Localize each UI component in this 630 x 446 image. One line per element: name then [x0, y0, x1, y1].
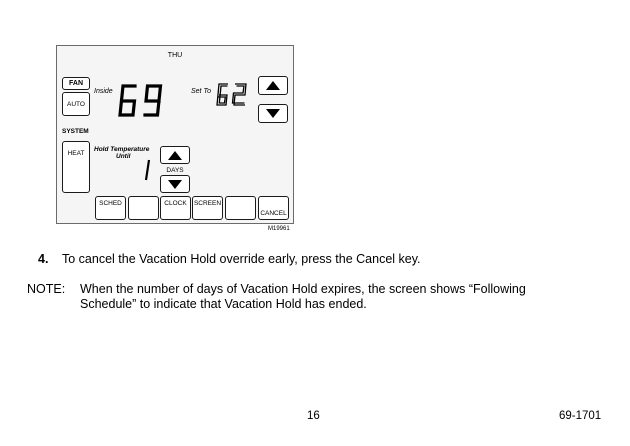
hold-temperature-label: Hold Temperature: [94, 146, 150, 153]
up-arrow-icon: [266, 81, 280, 90]
inside-label: Inside: [94, 88, 113, 95]
hold-until-label: Until: [116, 153, 131, 160]
note-label: NOTE:: [27, 282, 66, 296]
hold-days-digit: [143, 159, 151, 181]
page-number: 16: [307, 410, 320, 422]
step-text: To cancel the Vacation Hold override early, press the Cancel key.: [62, 252, 421, 266]
down-arrow-icon: [168, 180, 182, 189]
step-number: 4.: [38, 252, 49, 266]
figure-reference: M19961: [268, 226, 290, 232]
sched-button[interactable]: SCHED: [95, 196, 126, 220]
clock-button[interactable]: CLOCK: [160, 196, 191, 220]
system-label: SYSTEM: [62, 128, 89, 135]
setpoint-temperature: [215, 82, 249, 108]
note-line-1: When the number of days of Vacation Hold expires, the screen shows “Following: [80, 282, 526, 296]
blank-key-2[interactable]: [225, 196, 256, 220]
setpoint-down-button[interactable]: [258, 104, 288, 123]
note-line-2: Schedule” to indicate that Vacation Hold has ended.: [80, 297, 367, 311]
days-up-button[interactable]: [160, 146, 190, 164]
days-down-button[interactable]: [160, 175, 190, 193]
screen-button[interactable]: SCREEN: [192, 196, 223, 220]
fan-button[interactable]: FAN: [62, 77, 90, 90]
inside-temperature: [115, 83, 165, 119]
blank-key-1[interactable]: [128, 196, 159, 220]
day-indicator: THU: [167, 52, 183, 59]
up-arrow-icon: [168, 151, 182, 160]
system-mode-button[interactable]: HEAT: [62, 141, 90, 193]
days-label: DAYS: [166, 167, 184, 174]
set-to-label: Set To: [191, 88, 211, 95]
setpoint-up-button[interactable]: [258, 76, 288, 95]
cancel-button[interactable]: CANCEL: [258, 196, 289, 220]
down-arrow-icon: [266, 109, 280, 118]
fan-mode-button[interactable]: AUTO: [62, 92, 90, 116]
document-number: 69-1701: [559, 410, 602, 422]
